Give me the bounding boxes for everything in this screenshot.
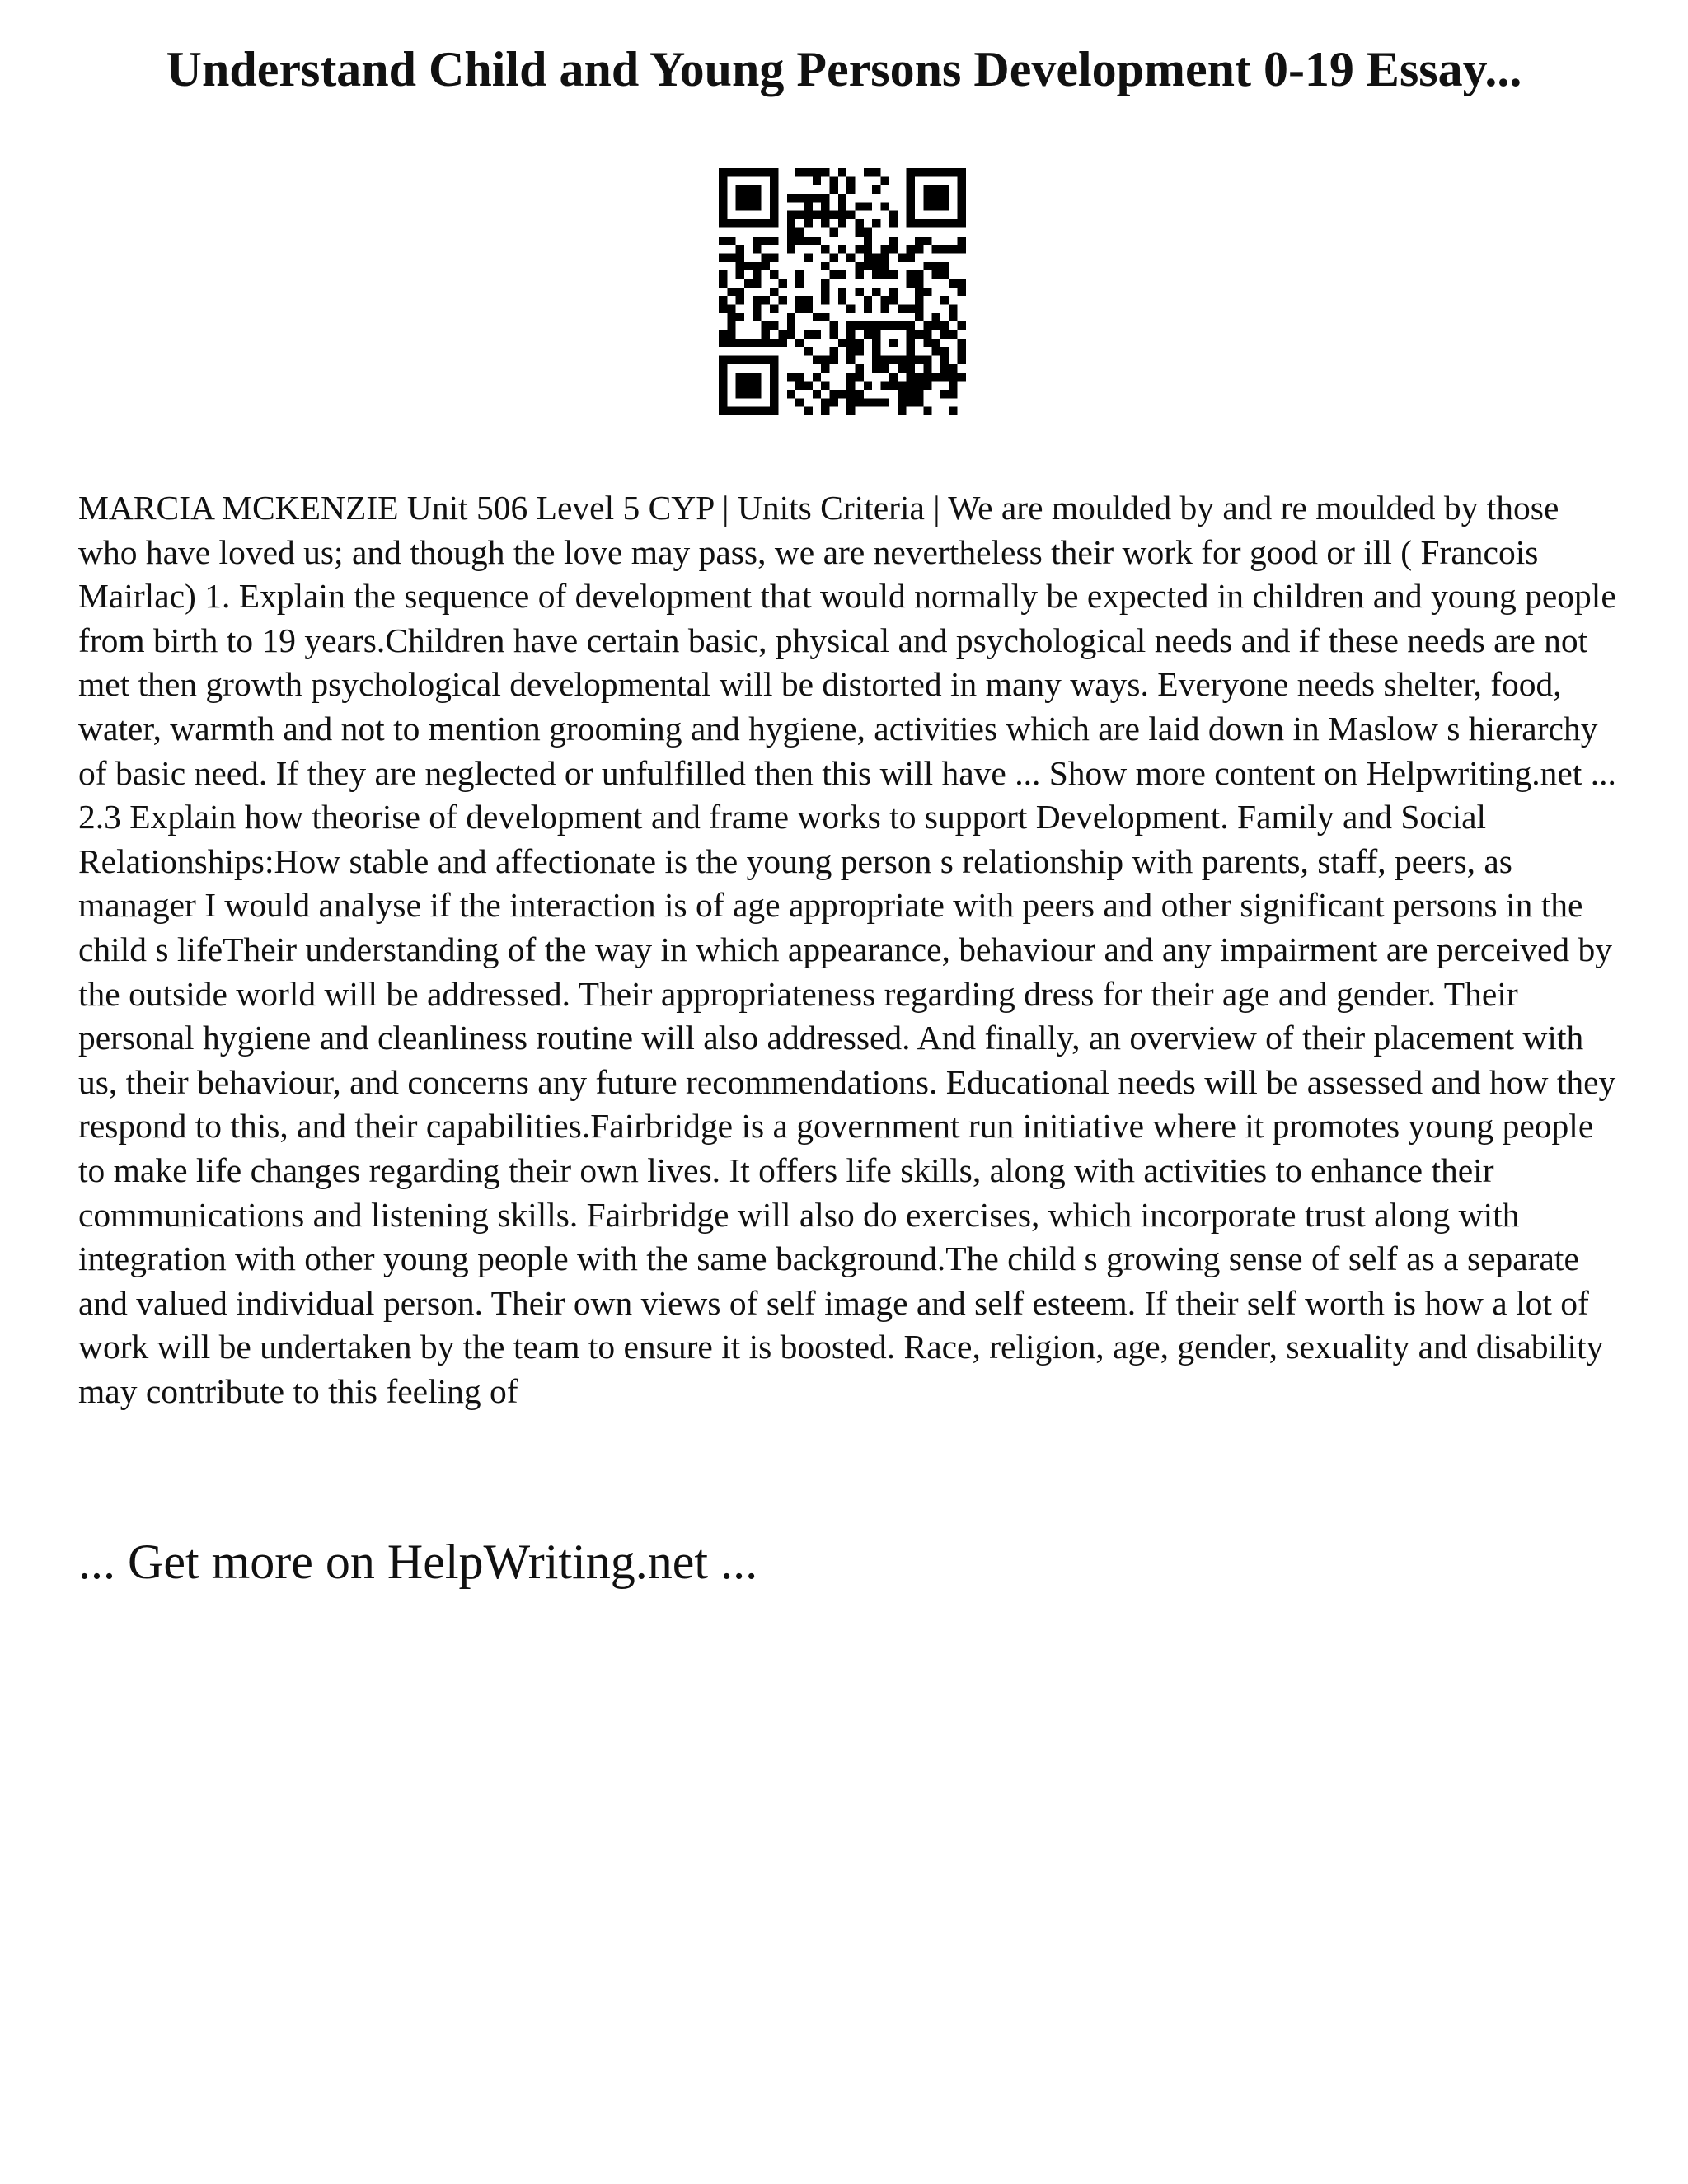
essay-body <box>78 486 1620 1413</box>
essay-paragraph-2: 2.3 Explain how theorise of development and frame works to support Development. Family and Social Relationships:How stable and affectionate is the young person s relationship with parents, staff, peers, as manager I would analyse if the interaction is of age appropriate with peers and other significant persons in the child s lifeTheir understanding of the way in which appearance, behaviour and any impairment are perceived by the outside world will be addressed. Their appropriateness regarding dress for their age and gender. Their personal hygiene and cleanliness routine will also addressed. And finally, an overview of their placement with us, their behaviour, and concerns any future recommendations. Educational needs will be assessed and how they respond to this, and their capabilities.Fairbridge is a government run initiative where it promotes young people to make life changes regarding their own lives. It offers life skills, along with activities to enhance their communications and listening skills. Fairbridge will also do exercises, which incorporate trust along with integration with other young people with the same background.The child s growing sense of self as a separate and valued individual person. Their own views of self image and self esteem. If their self worth is how a lot of work will be undertaken by the team to ensure it is boosted. Race, religion, age, gender, sexuality and disability may contribute to this feeling of <box>78 798 1616 1410</box>
qr-code-icon <box>719 168 966 415</box>
get-more-link[interactable]: ... Get more on HelpWriting.net ... <box>78 1535 758 1589</box>
essay-paragraph-1: MARCIA MCKENZIE Unit 506 Level 5 CYP | Units Criteria | We are moulded by and re moulded by those who have loved us; and though the love may pass, we are nevertheless their work for good or ill ( Francois Mairlac) 1. Explain the sequence of development that would normally be expected in children and young people from birth to 19 years.Children have certain basic, physical and psychological needs and if these needs are not met then growth psychological developmental will be distorted in many ways. Everyone needs shelter, food, water, warmth and not to mention grooming and hygiene, activities which are laid down in Maslow s hierarchy of basic need. If they are neglected or unfulfilled then this will have ... Show more content on Helpwriting.net ... <box>78 489 1616 792</box>
page-title: Understand Child and Young Persons Development 0-19 Essay... <box>166 42 1522 96</box>
